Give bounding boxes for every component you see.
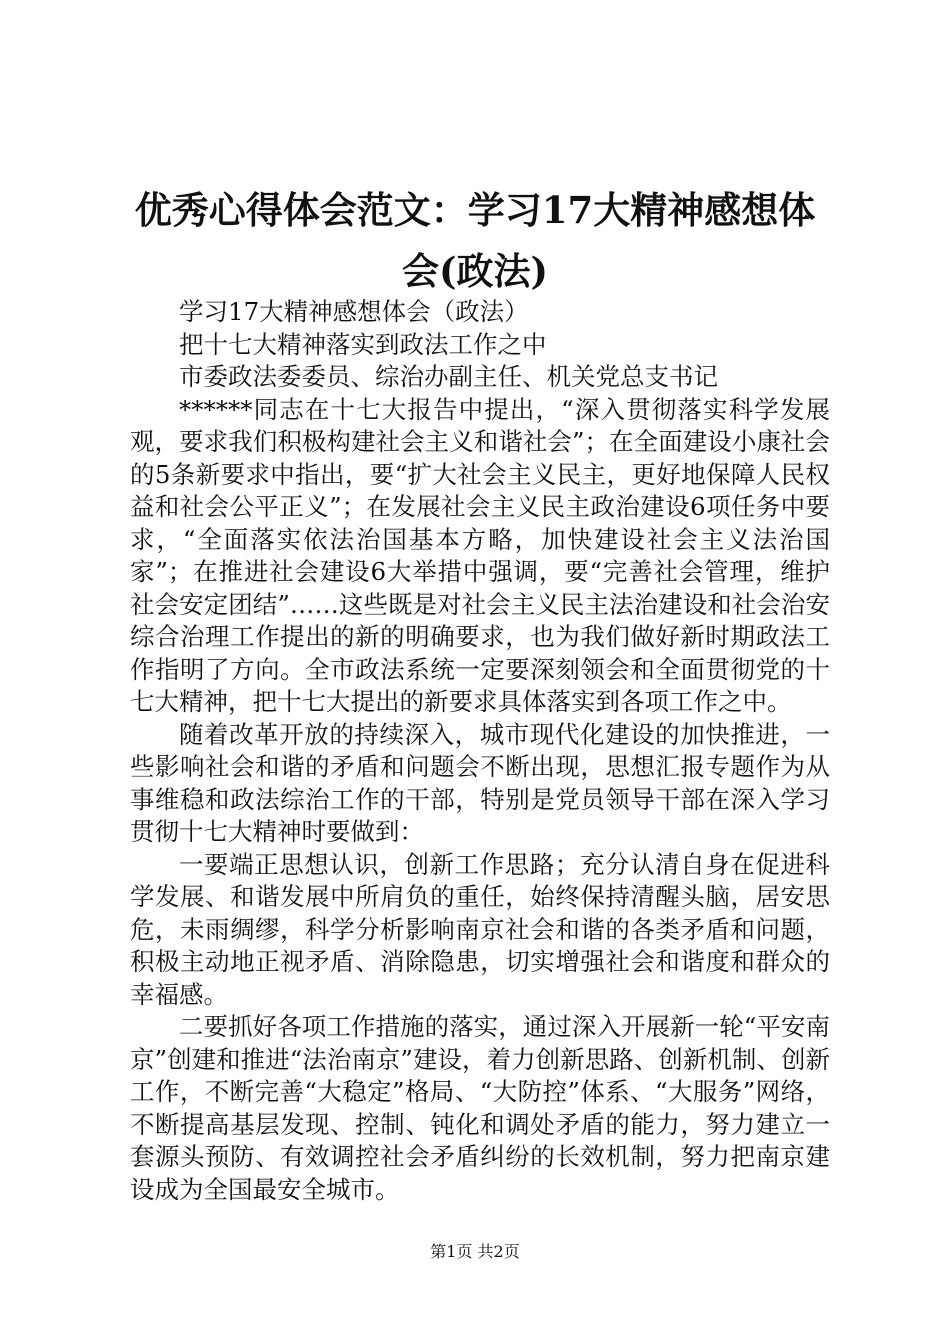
document-body (130, 296, 830, 1206)
document-title: 优秀心得体会范文：学习17大精神感想体会(政法) (134, 188, 816, 293)
subtitle-paragraph: 学习17大精神感想体会（政法） (179, 297, 529, 326)
heading-paragraph: 把十七大精神落实到政法工作之中 (179, 329, 547, 359)
body-paragraph-1: ******同志在十七大报告中提出，“深入贯彻落实科学发展观，要求我们积极构建社会主义和谐社会”；在全面建设小康社会的5条新要求中指出，要“扩大社会主义民主，更好地保障人民权益和社会公平正义”；在发展社会主义民主政治建设6项任务中要求，“全面落实依法治国基本方略，加快建设社会主义法治国家”；在推进社会建设6大举措中强调，要“完善社会管理，维护社会安定团结”……这些既是对社会主义民主法治建设和社会治安综合治理工作提出的新的明确要求，也为我们做好新时期政法工作指明了方向。全市政法系统一定要深刻领会和全面贯彻党的十七大精神，把十七大提出的新要求具体落实到各项工作之中。 (130, 394, 830, 716)
page-footer: 第1页 共2页 (430, 1242, 520, 1261)
author-paragraph: 市委政法委委员、综治办副主任、机关党总支书记 (179, 362, 718, 391)
body-paragraph-2: 随着改革开放的持续深入，城市现代化建设的加快推进，一些影响社会和谐的矛盾和问题会不断出现，思想汇报专题作为从事维稳和政法综治工作的干部，特别是党员领导干部在深入学习贯彻十七大精神时要做到： (130, 719, 830, 846)
body-paragraph-4: 二要抓好各项工作措施的落实，通过深入开展新一轮“平安南京”创建和推进“法治南京”建设，着力创新思路、创新机制、创新工作，不断完善“大稳定”格局、“大防控”体系、“大服务”网络，不断提高基层发现、控制、钝化和调处矛盾的能力，努力建立一套源头预防、有效调控社会矛盾纠纷的长效机制，努力把南京建设成为全国最安全城市。 (130, 1012, 830, 1204)
body-paragraph-3: 一要端正思想认识，创新工作思路；充分认清自身在促进科学发展、和谐发展中所肩负的重任，始终保持清醒头脑，居安思危，未雨绸缪，科学分析影响南京社会和谐的各类矛盾和问题，积极主动地正视矛盾、消除隐患，切实增强社会和谐度和群众的幸福感。 (130, 849, 830, 1009)
